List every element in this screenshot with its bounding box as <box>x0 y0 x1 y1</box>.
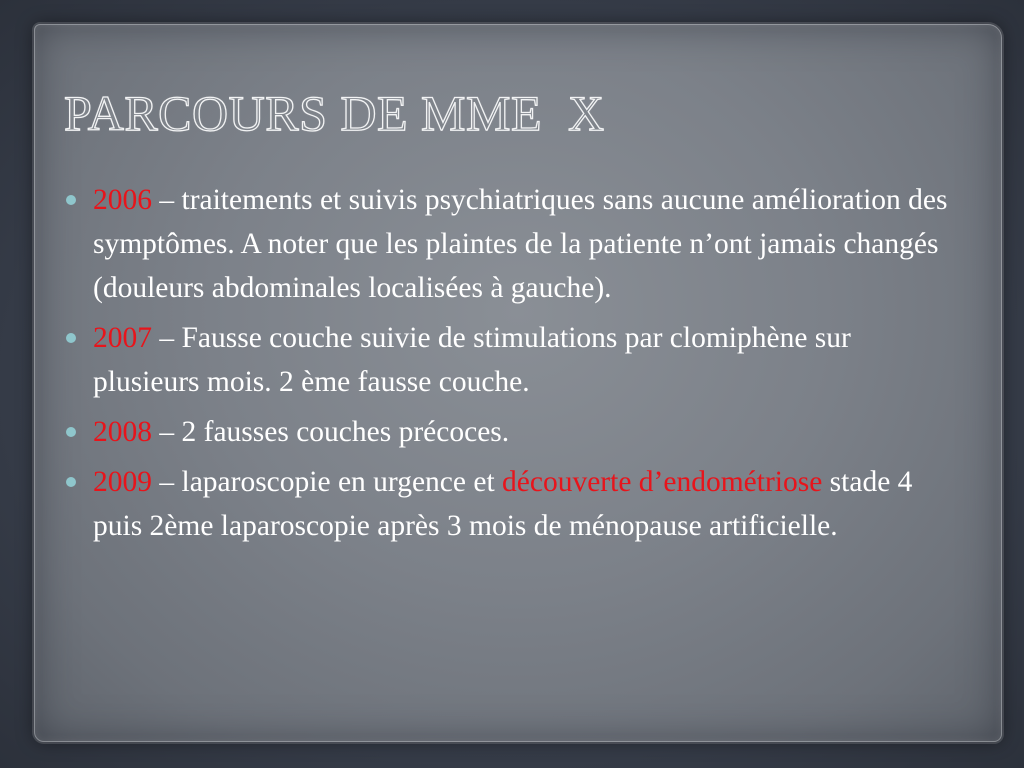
bullet-dot-icon <box>66 195 76 205</box>
list-item-2006 <box>64 178 964 310</box>
bullet-dot-icon <box>66 477 76 487</box>
separator: – <box>152 416 182 448</box>
item-text: traitements et suivis psychiatriques sans aucune amélioration des symptômes. A noter que les plaintes de la patiente n’ont jamais changés (douleurs abdominales localisées à gauche). <box>93 184 948 304</box>
highlighted-diagnosis: découverte d’endométriose <box>502 466 823 498</box>
bullet-dot-icon <box>66 333 76 343</box>
list-item-2008 <box>64 410 964 454</box>
separator: – <box>152 322 182 354</box>
separator: – <box>152 466 182 498</box>
year-label: 2009 <box>93 466 152 498</box>
separator: – <box>152 184 182 216</box>
bullet-dot-icon <box>66 427 76 437</box>
bullet-list <box>64 178 964 554</box>
year-label: 2006 <box>93 184 152 216</box>
item-text-after: stade 4 puis 2ème laparoscopie après 3 mois de ménopause artificielle. <box>93 466 913 542</box>
list-item-2009 <box>64 460 964 548</box>
item-text: Fausse couche suivie de stimulations par clomiphène sur plusieurs mois. 2 ème fausse couche. <box>93 322 851 398</box>
slide-title: PARCOURS DE MME X <box>64 85 605 141</box>
item-text-before: laparoscopie en urgence et <box>181 466 503 498</box>
year-label: 2008 <box>93 416 152 448</box>
list-item-2007 <box>64 316 964 404</box>
year-label: 2007 <box>93 322 152 354</box>
item-text: 2 fausses couches précoces. <box>181 416 510 448</box>
